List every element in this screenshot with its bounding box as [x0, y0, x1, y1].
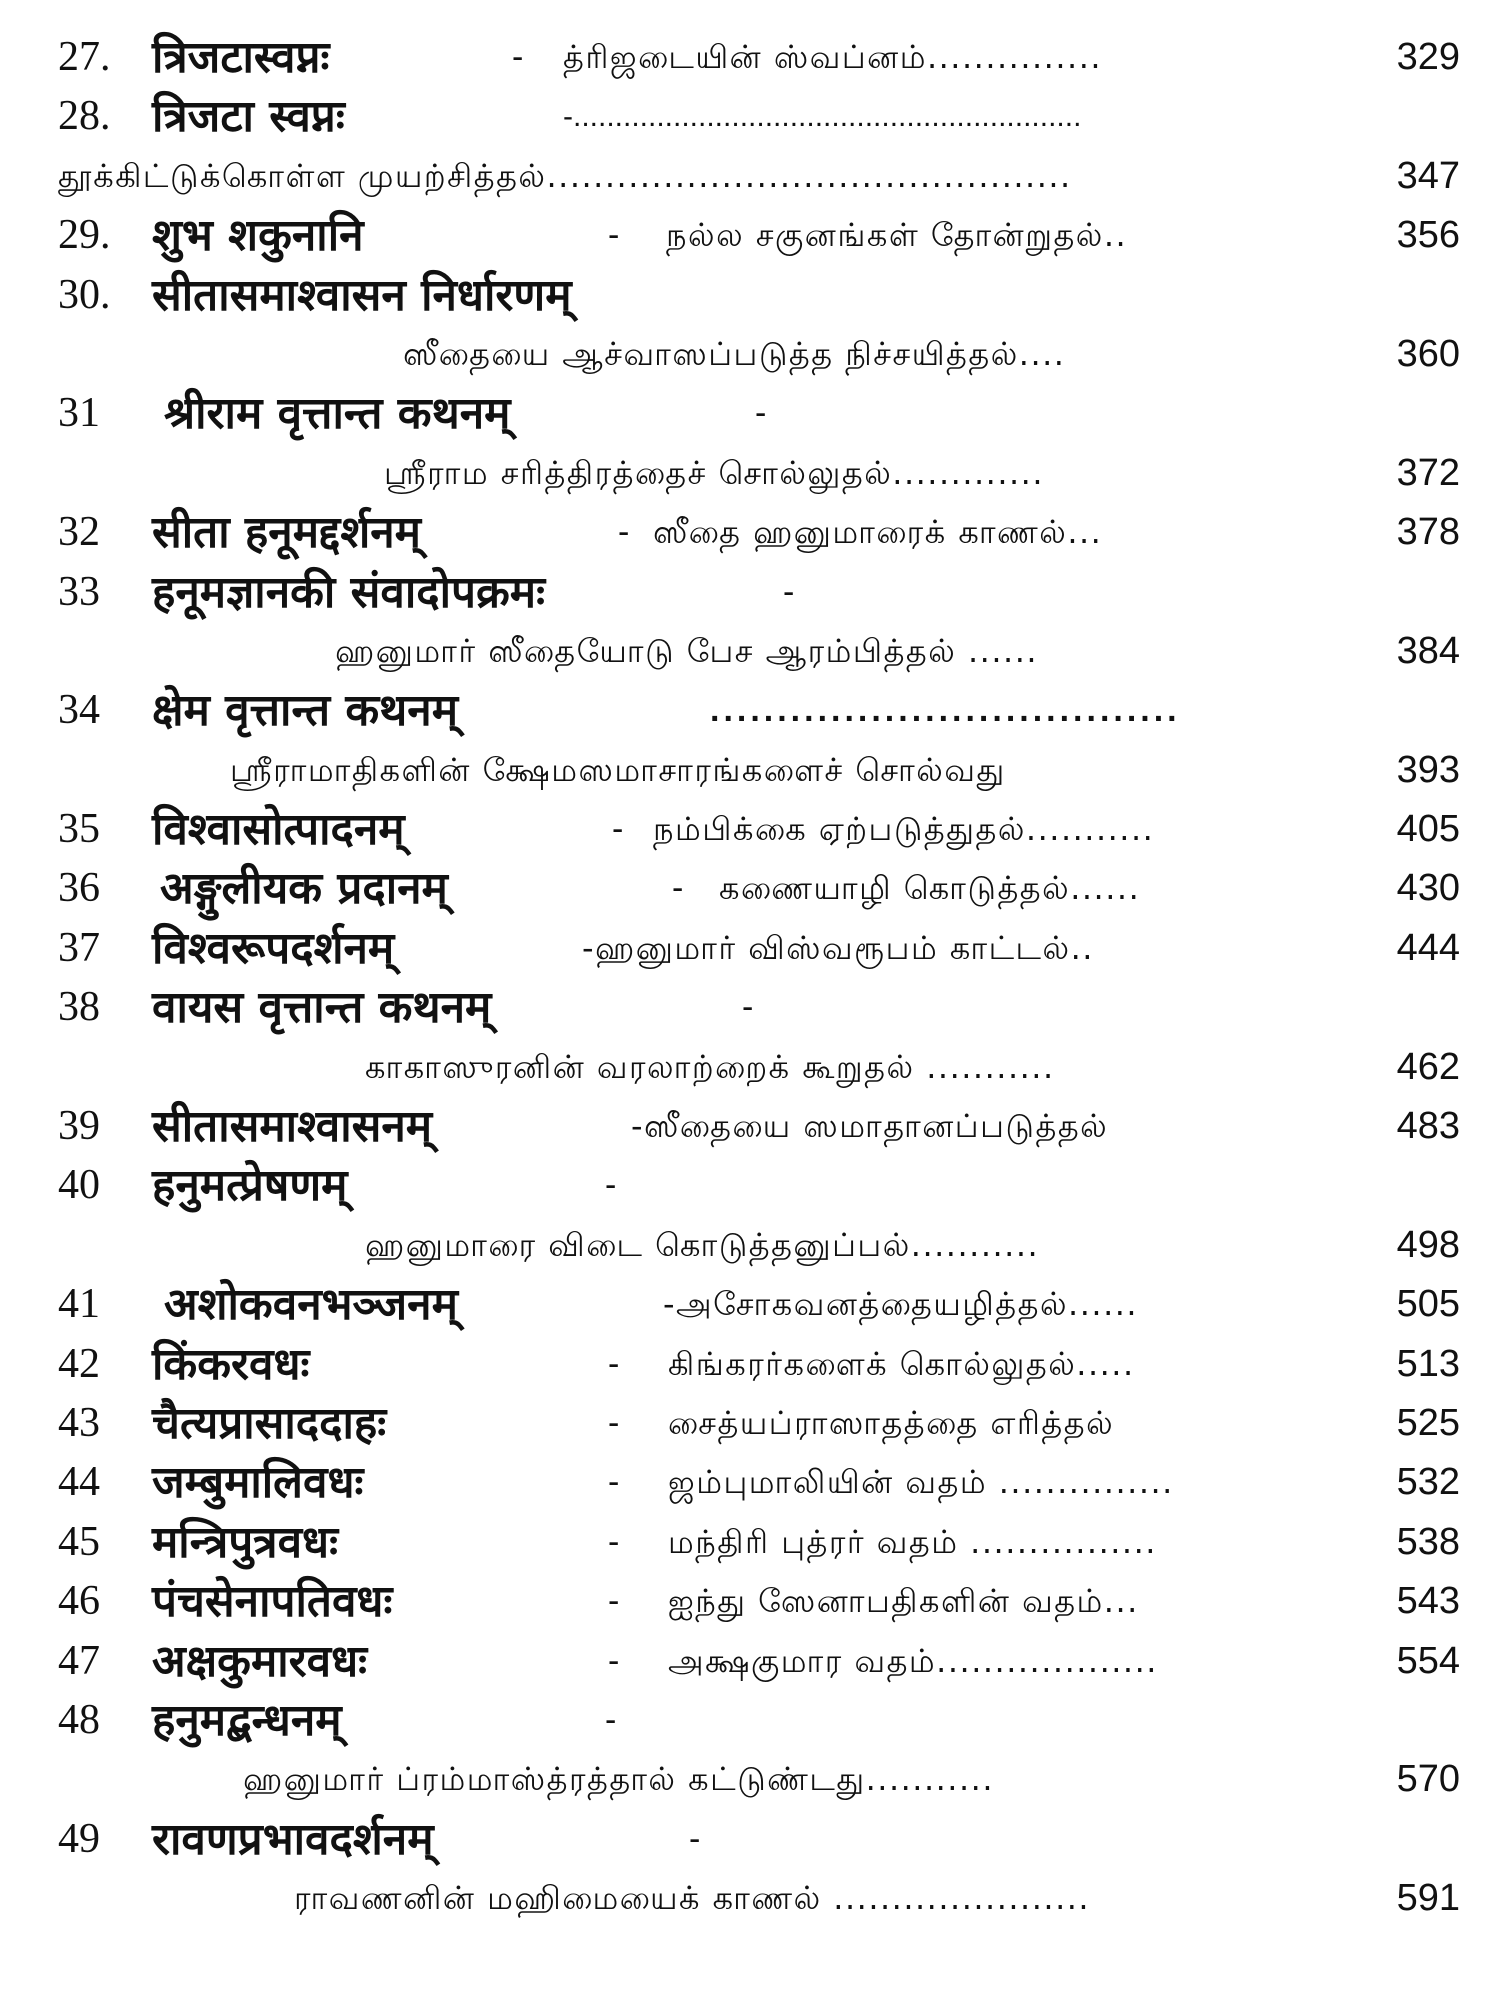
- entry-number: 39: [58, 1103, 100, 1150]
- separator-dash: -: [608, 1522, 620, 1561]
- toc-entry: [0, 800, 1500, 859]
- sanskrit-title: हनुमत्प्रेषणम्: [152, 1160, 348, 1212]
- entry-number: 37: [58, 924, 100, 971]
- page-number: 329: [1396, 36, 1460, 78]
- separator-dash: -: [608, 1463, 620, 1502]
- sanskrit-title: सीता हनूमद्दर्शनम्: [152, 507, 421, 559]
- sanskrit-title: सीतासमाश्वासन निर्धारणम्: [152, 269, 572, 321]
- tamil-title: ஸீதை ஹனுமாரைக் காணல்...: [653, 513, 1103, 552]
- tamil-title: ஸ்ரீராம சரித்திரத்தைச் சொல்லுதல்.............: [384, 453, 1045, 492]
- page-number: 554: [1396, 1639, 1460, 1682]
- entry-number: 46: [58, 1578, 100, 1625]
- toc-entry-heading: [0, 681, 1500, 740]
- sanskrit-title: श्रीराम वृत्तान्त कथनम्: [164, 388, 511, 440]
- tamil-title: காகாஸுரனின் வரலாற்றைக் கூறுதல் ...........: [365, 1047, 1055, 1086]
- page-number: 570: [1396, 1758, 1460, 1801]
- toc-entry-subtitle: [0, 1750, 1500, 1809]
- separator-dash: -: [608, 1641, 620, 1680]
- dotted-leader: ...................................: [710, 691, 1181, 730]
- page-number: 483: [1396, 1105, 1460, 1148]
- sanskrit-title: हनूमज्ञानकी संवादोपक्रमः: [152, 566, 545, 618]
- page-number: 393: [1396, 748, 1460, 791]
- toc-entry-subtitle: [0, 741, 1500, 800]
- entry-number: 29.: [58, 212, 111, 259]
- sanskrit-title: सीतासमाश्वासनम्: [152, 1101, 433, 1153]
- toc-entry: [0, 1572, 1500, 1631]
- toc-entry: [0, 206, 1500, 265]
- toc-entry-heading: [0, 1691, 1500, 1750]
- toc-entry-heading: [0, 87, 1500, 146]
- sanskrit-title: हनुमद्बन्धनम्: [152, 1694, 342, 1746]
- tamil-title: ராவணனின் மஹிமையைக் காணல் ......................: [294, 1879, 1091, 1918]
- toc-entry: [0, 1394, 1500, 1453]
- entry-number: 41: [58, 1281, 100, 1328]
- toc-entry-subtitle: [0, 1216, 1500, 1275]
- separator-dash: -: [608, 216, 620, 255]
- toc-entry-heading: [0, 1156, 1500, 1215]
- toc-entry-heading: [0, 978, 1500, 1037]
- sanskrit-title: किंकरवधः: [152, 1338, 310, 1390]
- page-number: 513: [1396, 1342, 1460, 1385]
- entry-number: 49: [58, 1815, 100, 1862]
- separator-dash: -: [783, 572, 795, 611]
- sanskrit-title: शुभ शकुनानि: [152, 210, 364, 262]
- separator-dash: -: [672, 869, 684, 908]
- page-number: 405: [1396, 808, 1460, 851]
- page-number: 591: [1396, 1877, 1460, 1920]
- entry-number: 27.: [58, 34, 111, 80]
- toc-entry: [0, 1335, 1500, 1394]
- entry-number: 42: [58, 1340, 100, 1387]
- entry-number: 36: [58, 865, 100, 912]
- page-number: 347: [1396, 154, 1460, 197]
- toc-entry: [0, 28, 1500, 87]
- entry-number: 30.: [58, 271, 111, 318]
- separator-dash: -: [608, 1344, 620, 1383]
- toc-entry: [0, 1275, 1500, 1334]
- tamil-title: தூக்கிட்டுக்கொள்ள முயற்சித்தல்.............................................: [58, 156, 1072, 195]
- entry-number: 32: [58, 509, 100, 556]
- sanskrit-title: क्षेम वृत्तान्त कथनम्: [152, 685, 459, 737]
- separator-dash: -: [512, 38, 524, 76]
- toc-entry-subtitle: [0, 325, 1500, 384]
- toc-entry-subtitle: [0, 444, 1500, 503]
- entry-number: 34: [58, 687, 100, 734]
- tamil-title: -ஹனுமார் விஸ்வரூபம் காட்டல்..: [582, 928, 1094, 967]
- sanskrit-title: वायस वृत्तान्त कथनम्: [152, 982, 492, 1034]
- tamil-title: நம்பிக்கை ஏற்படுத்துதல்...........: [653, 810, 1155, 849]
- tamil-title: ஜம்புமாலியின் வதம் ...............: [668, 1463, 1174, 1502]
- dotted-leader: -.............................................................: [563, 100, 1082, 134]
- separator-dash: -: [608, 1582, 620, 1621]
- entry-number: 40: [58, 1162, 100, 1209]
- toc-entry: [0, 859, 1500, 918]
- toc-entry: [0, 1632, 1500, 1691]
- tamil-title: ஸீதையை ஆச்வாஸப்படுத்த நிச்சயித்தல்....: [403, 334, 1066, 373]
- separator-dash: -: [612, 810, 624, 849]
- page-number: 356: [1396, 214, 1460, 257]
- tamil-title: ஹனுமாரை விடை கொடுத்தனுப்பல்...........: [365, 1225, 1040, 1264]
- entry-number: 48: [58, 1696, 100, 1743]
- entry-number: 47: [58, 1637, 100, 1684]
- toc-entry-subtitle: [0, 1038, 1500, 1097]
- table-of-contents-page: [0, 28, 1500, 1968]
- toc-entry-subtitle: [0, 1869, 1500, 1928]
- entry-number: 31: [58, 390, 100, 437]
- sanskrit-title: चैत्यप्रासाददाहः: [152, 1397, 387, 1449]
- toc-entry-heading: [0, 266, 1500, 325]
- tamil-title: த்ரிஜடையின் ஸ்வப்னம்...............: [563, 38, 1103, 76]
- tamil-title: அக்ஷகுமார வதம்...................: [668, 1641, 1158, 1680]
- tamil-title: ஸ்ரீராமாதிகளின் க்ஷேமஸமாசாரங்களைச் சொல்வது: [230, 750, 1006, 789]
- page-number: 430: [1396, 867, 1460, 910]
- tamil-title: ஹனுமார் ஸீதையோடு பேச ஆரம்பித்தல் ......: [335, 631, 1039, 670]
- page-number: 384: [1396, 629, 1460, 672]
- toc-entry-heading: [0, 1810, 1500, 1869]
- page-number: 378: [1396, 511, 1460, 554]
- toc-entry: [0, 1513, 1500, 1572]
- separator-dash: -: [605, 1700, 617, 1739]
- tamil-title: -அசோகவனத்தையழித்தல்......: [663, 1285, 1139, 1324]
- tamil-title: சைத்யப்ராஸாதத்தை எரித்தல்: [668, 1403, 1115, 1442]
- entry-number: 38: [58, 984, 100, 1031]
- entry-number: 35: [58, 806, 100, 853]
- separator-dash: -: [689, 1819, 701, 1858]
- toc-entry: [0, 503, 1500, 562]
- tamil-title: கணையாழி கொடுத்தல்......: [719, 869, 1141, 908]
- sanskrit-title: जम्बुमालिवधः: [152, 1457, 364, 1509]
- toc-entry: [0, 919, 1500, 978]
- toc-entry-subtitle: [0, 622, 1500, 681]
- toc-entry-heading: [0, 384, 1500, 443]
- entry-number: 33: [58, 568, 100, 615]
- page-number: 538: [1396, 1520, 1460, 1563]
- sanskrit-title: त्रिजटा स्वप्नः: [152, 91, 345, 143]
- entry-number: 43: [58, 1399, 100, 1446]
- sanskrit-title: त्रिजटास्वप्नः: [152, 32, 330, 83]
- toc-entry-subtitle: [0, 147, 1500, 206]
- entry-number: 45: [58, 1518, 100, 1565]
- separator-dash: -: [755, 394, 767, 433]
- tamil-title: மந்திரி புத்ரர் வதம் ................: [668, 1522, 1157, 1561]
- page-number: 444: [1396, 926, 1460, 969]
- page-number: 372: [1396, 451, 1460, 494]
- page-number: 543: [1396, 1580, 1460, 1623]
- page-number: 525: [1396, 1401, 1460, 1444]
- tamil-title: ஐந்து ஸேனாபதிகளின் வதம்...: [668, 1582, 1139, 1621]
- sanskrit-title: अक्षकुमारवधः: [152, 1635, 368, 1687]
- sanskrit-title: पंचसेनापतिवधः: [152, 1576, 393, 1628]
- separator-dash: -: [608, 1403, 620, 1442]
- toc-entry: [0, 1453, 1500, 1512]
- toc-entry-heading: [0, 563, 1500, 622]
- sanskrit-title: विश्वरूपदर्शनम्: [152, 922, 395, 974]
- entry-number: 28.: [58, 93, 111, 140]
- page-number: 360: [1396, 332, 1460, 375]
- tamil-title: கிங்கரர்களைக் கொல்லுதல்.....: [668, 1344, 1135, 1383]
- entry-number: 44: [58, 1459, 100, 1506]
- separator-dash: -: [618, 513, 630, 552]
- sanskrit-title: अङ्गुलीयक प्रदानम्: [160, 863, 448, 915]
- toc-entry: [0, 1097, 1500, 1156]
- sanskrit-title: अशोकवनभञ्जनम्: [164, 1279, 458, 1331]
- page-number: 505: [1396, 1283, 1460, 1326]
- sanskrit-title: मन्त्रिपुत्रवधः: [152, 1516, 338, 1568]
- separator-dash: -: [742, 988, 754, 1027]
- sanskrit-title: रावणप्रभावदर्शनम्: [152, 1813, 434, 1865]
- tamil-title: -ஸீதையை ஸமாதானப்படுத்தல்: [631, 1107, 1109, 1146]
- tamil-title: ஹனுமார் ப்ரம்மாஸ்த்ரத்தால் கட்டுண்டது...........: [243, 1760, 994, 1799]
- separator-dash: -: [605, 1166, 617, 1205]
- page-number: 498: [1396, 1223, 1460, 1266]
- page-number: 532: [1396, 1461, 1460, 1504]
- sanskrit-title: विश्वासोत्पादनम्: [152, 804, 405, 856]
- tamil-title: நல்ல சகுனங்கள் தோன்றுதல்..: [666, 216, 1128, 255]
- page-number: 462: [1396, 1045, 1460, 1088]
